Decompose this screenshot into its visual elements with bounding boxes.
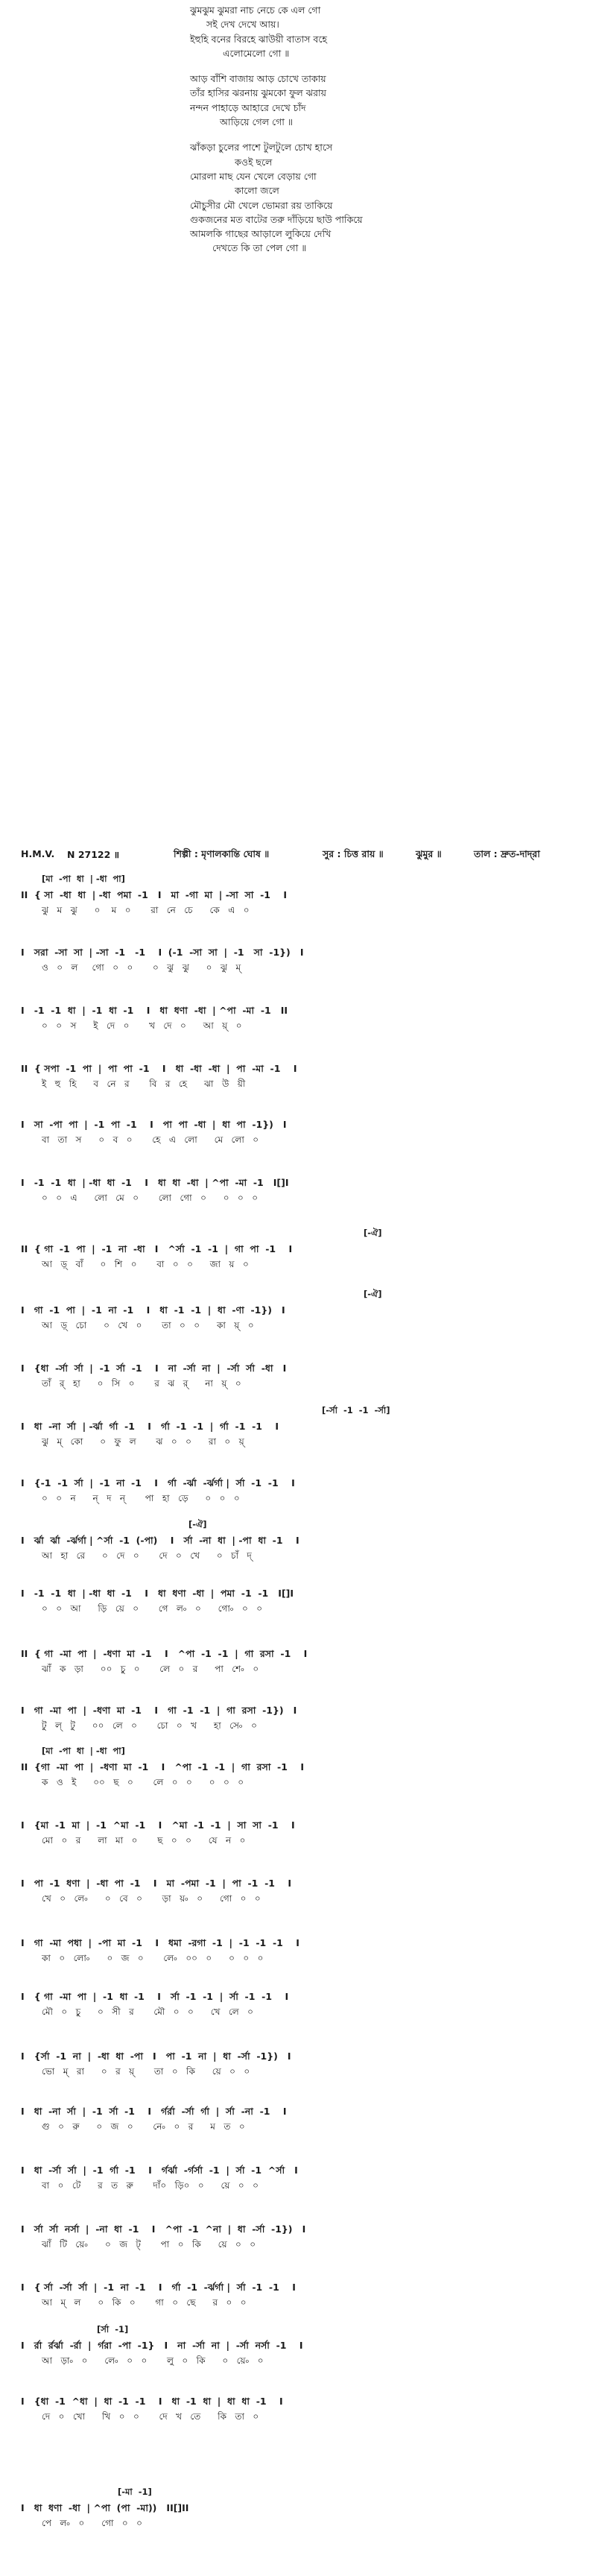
notation-syllables: ই হু হি ব নে র বি র হে ঝা উ য়ী	[42, 1079, 246, 1089]
notation-swaras: I সা -পা পা | -1 পা -1 I পা পা -ধা | ধা পা -1}) I	[21, 1119, 287, 1130]
poem-line: সই দেখ দেখে আয়।	[206, 19, 279, 31]
notation-swaras: I { র্সা -র্সা র্সা | -1 না -1 I র্গা -1 -র্ঝর্গা | র্সা -1 -1 I	[21, 2282, 296, 2293]
notation-syllables: তাঁ র্‌ হা ০ সি ০ র ঝ র্‌ না য়্‌ ০	[42, 1378, 241, 1389]
notation-syllables: আ ড়া৹ ০ লে৹ ০ ০ লু ০ কি ০ য়ে৹ ০	[42, 2355, 264, 2366]
notation-syllables: ০ ০ আ ড়ি য়ে ০ গে ল৹ ০ গো৹ ০ ০	[42, 1603, 263, 1614]
notation-swaras: I র্সা র্সা নর্সা | -না ধা -1 I ^পা -1 ^না | ধা -র্সা -1}) I	[21, 2223, 306, 2235]
notation-swaras: I { গা -মা পা | -1 ধা -1 I র্সা -1 -1 | র্সা -1 -1 I	[21, 1991, 289, 2002]
poem-line: ঝাঁকড়া চুলের পাশে টুলটুলে চোখ হাসে	[190, 142, 333, 154]
notation-syllables: পে ল৹ ০ গো ০ ০	[42, 2518, 142, 2528]
notation-annotation: [-ঐ]	[188, 1519, 207, 1530]
artist-credit: শিল্পী : মৃণালকান্তি ঘোষ ॥	[174, 848, 270, 859]
notation-syllables: ঝু ম্‌ কো ০ ফু ল ঝ ০ ০ রা ০ য়্‌	[42, 1436, 244, 1447]
notation-syllables: ক ও ই ০০ ছ ০ লে ০ ০ ০ ০ ০	[42, 1777, 244, 1787]
notation-annotation: [মা -পা ধা | -ধা পা]	[42, 1746, 125, 1756]
notation-syllables: খে ০ লে৹ ০ বে ০ ড়া য়৹ ০ গো ০ ০	[42, 1893, 261, 1904]
notation-syllables: গু ০ রু ০ জ ০ নে৹ ০ র ম ত ০	[42, 2121, 245, 2132]
notation-swaras: I -1 -1 ধা | -1 ধা -1 I ধা ধণা -ধা | ^পা -মা -1 II	[21, 1005, 288, 1016]
notation-swaras: I {র্সা -1 না | -ধা ধা -পা I পা -1 না | ধা -র্সা -1}) I	[21, 2051, 291, 2062]
notation-annotation: [মা -পা ধা | -ধা পা]	[42, 874, 125, 884]
notation-swaras: II { গা -1 পা | -1 না -ধা I ^র্সা -1 -1 | গা পা -1 I	[21, 1243, 293, 1254]
poem-line: নন্দন পাহাড়ে আহারে দেখে চাঁদ	[190, 101, 306, 113]
notation-syllables: ঝু ম ঝু ০ ম ০ রা নে চে কে এ ০	[42, 905, 250, 915]
notation-swaras: I র্রা র্রর্ঝা -র্রা | র্গরা -পা -1} I না -র্সা না | -র্সা নর্সা -1 I	[21, 2340, 303, 2351]
notation-annotation: [-ঐ]	[364, 1289, 382, 1299]
notation-swaras: II { গা -মা পা | -ধণা মা -1 I ^পা -1 -1 | গা রসা -1 I	[21, 1648, 308, 1659]
notation-swaras: II {গা -মা পা | -ধণা মা -1 I ^পা -1 -1 | গা রসা -1 I	[21, 1761, 304, 1772]
poem-line: গুকজনের মত বাটের তরু দাঁড়িয়ে ছাউ পাকিয়ে	[190, 213, 363, 225]
notation-swaras: I ধা ধণা -ধা | ^পা (পা -মা)) II[]II	[21, 2502, 189, 2513]
notation-swaras: I গা -মা পা | -ধণা মা -1 I গা -1 -1 | গা রসা -1}) I	[21, 1705, 297, 1716]
notation-syllables: টু ল্‌ টু ০০ লে ০ চো ০ খ হা সে৹ ০	[42, 1720, 257, 1731]
poem-line: এলোমেলো গো ॥	[223, 47, 290, 59]
label-name: H.M.V.	[21, 848, 55, 859]
poem-line: আমলকি গাছের আড়ালে লুকিয়ে দেখি	[190, 228, 332, 240]
notation-syllables: আ ম্‌ ল ০ কি ০ গা ০ ছে র ০ ০	[42, 2297, 247, 2308]
notation-swaras: II { সপা -1 পা | পা পা -1 I ধা -ধা -ধা | পা -মা -1 I	[21, 1063, 297, 1074]
notation-swaras: I পা -1 ধণা | -ধা পা -1 I মা -পমা -1 | পা -1 -1 I	[21, 1878, 292, 1889]
notation-swaras: I গা -মা পধা | -পা মা -1 I ধমা -রগা -1 | -1 -1 -1 I	[21, 1937, 299, 1948]
poem-line: দেখতে কি তা পেল গো ॥	[212, 242, 307, 254]
poem-line: মৌচুসীর মৌ খেলে ভোমরা রয় তাকিয়ে	[190, 199, 333, 211]
notation-swaras: I {ধা -1 ^ধা | ধা -1 -1 I ধা -1 ধা | ধা ধা -1 I	[21, 2396, 283, 2407]
notation-swaras: I {-1 -1 র্সা | -1 না -1 I র্গা -র্ঝা -র্ঝর্গা | র্সা -1 -1 I	[21, 1477, 295, 1489]
notation-syllables: ভো ম্‌ রা ০ র য়্‌ তা ০ কি য়ে ০ ০	[42, 2066, 250, 2077]
notation-syllables: ও ০ ল গো ০ ০ ০ ঝু ঝু ০ ঝু ম্‌	[42, 962, 241, 973]
poem-line: ঝুমঝুম ঝুমরা নাচ নেচে কে এল গো	[190, 4, 321, 16]
notation-syllables: ০ ০ এ লো মে ০ লো গো ০ ০ ০ ০	[42, 1193, 259, 1203]
notation-swaras: I ধা -না র্সা | -র্ঝা র্গা -1 I র্গা -1 -1 | র্গা -1 -1 I	[21, 1421, 279, 1432]
poem-line: কালো জলে	[235, 185, 279, 197]
notation-syllables: আ ড়্‌ চো ০ খে ০ তা ০ ০ কা য়্‌ ০	[42, 1320, 254, 1330]
notation-swaras: II { সা -ধা ধা | -ধা পমা -1 I মা -গা মা | -সা সা -1 I	[21, 889, 288, 900]
record-number: N 27122 ॥	[67, 849, 120, 860]
poem-line: মোরলা মাছ যেন খেলে বেড়ায় গো	[190, 170, 317, 182]
notation-annotation: [-মা -1]	[118, 2487, 152, 2497]
notation-swaras: I ধা -র্সা র্সা | -1 র্গা -1 I র্গর্ঝা -র্গর্সা -1 | র্সা -1 ^র্সা I	[21, 2165, 298, 2176]
notation-swaras: I {মা -1 মা | -1 ^মা -1 I ^মা -1 -1 | সা সা -1 I	[21, 1819, 295, 1831]
notation-swaras: I -1 -1 ধা | -ধা ধা -1 I ধা ধা -ধা | ^পা -মা -1 I[]I	[21, 1177, 289, 1188]
poem-line: আড় বাঁশি বাজায় আড় চোখে তাকায়	[190, 73, 326, 85]
composer-credit: সুর : চিত্ত রায় ॥	[323, 848, 384, 859]
notation-swaras: I -1 -1 ধা | -ধা ধা -1 I ধা ধণা -ধা | পমা -1 -1 I[]I	[21, 1588, 294, 1599]
notation-swaras: I গা -1 পা | -1 না -1 I ধা -1 -1 | ধা -ণা -1}) I	[21, 1304, 285, 1316]
notation-swaras: I সরা -সা সা | -সা -1 -1 I (-1 -সা সা | -1 সা -1}) I	[21, 947, 304, 958]
notation-syllables: ০ ০ স ই দে ০ খ দে ০ আ য়্‌ ০	[42, 1020, 242, 1031]
tala-label: তাল : দ্রুত-দাদ্‌রা	[474, 848, 540, 859]
poem-line: তাঁর হাসির ঝরনায় ঝুমকো ফুল ঝরায়	[190, 87, 327, 99]
notation-syllables: কা ০ লো৹ ০ জ ০ লে৹ ০০ ০ ০ ০ ০	[42, 1953, 264, 1963]
notation-syllables: মৌ ০ চু ০ সী র মৌ ০ ০ খে লে ০	[42, 2007, 253, 2017]
poem-line: ইহুহি বনের বিরহে ঝাউয়ী বাতাস বহে	[190, 33, 327, 45]
notation-annotation: [র্সা -1]	[97, 2324, 129, 2334]
notation-swaras: I {ধা -র্সা র্সা | -1 র্সা -1 I না -র্সা না | -র্সা র্সা -ধা I	[21, 1363, 287, 1374]
notation-syllables: আ হা রে ০ দে ০ দে ০ খে ০ চাঁ দ্‌	[42, 1550, 252, 1561]
notation-annotation: [-র্সা -1 -1 -র্সা]	[322, 1405, 390, 1415]
notation-syllables: আ ড়্‌ বাঁ ০ শি ০ বা ০ ০ জা য় ০	[42, 1259, 249, 1269]
notation-syllables: ঝাঁ টি য়ে৹ ০ জ ট্‌ পা ০ কি য়ে ০ ০	[42, 2239, 256, 2250]
notation-swaras: I ধা -না র্সা | -1 র্সা -1 I র্গর্রা -র্সা র্গা | র্সা -না -1 I	[21, 2106, 287, 2117]
notation-syllables: বা তা স ০ ব ০ হে এ লো মে লো ০	[42, 1134, 259, 1145]
notation-syllables: ০ ০ ন ন্‌ দ ন্‌ পা হা ড়ে ০ ০ ০	[42, 1493, 240, 1503]
notation-syllables: বা ০ টে র ত রু দাঁ০ ড়ি০ ০ য়ে ০ ০	[42, 2180, 259, 2191]
notation-syllables: মো ০ র লা মা ০ ছ ০ ০ যে ন ০	[42, 1835, 246, 1846]
notation-syllables: ঝাঁ ক ড়া ০০ চু ০ লে ০ র পা শে৹ ০	[42, 1664, 259, 1674]
notation-annotation: [-ঐ]	[364, 1228, 382, 1238]
notation-syllables: দে ০ খো খি ০ ০ দে খ তে কি তা ০	[42, 2411, 259, 2422]
notation-swaras: I র্ঝা র্ঝা -র্ঝর্গা | ^র্সা -1 (-পা) I র্সা -না ধা | -পা ধা -1 I	[21, 1535, 299, 1546]
genre-label: ঝুমুর ॥	[416, 848, 442, 859]
poem-line: আড়িয়ে গেল গো ॥	[220, 116, 293, 128]
poem-line: কওই ছলে	[235, 156, 273, 168]
